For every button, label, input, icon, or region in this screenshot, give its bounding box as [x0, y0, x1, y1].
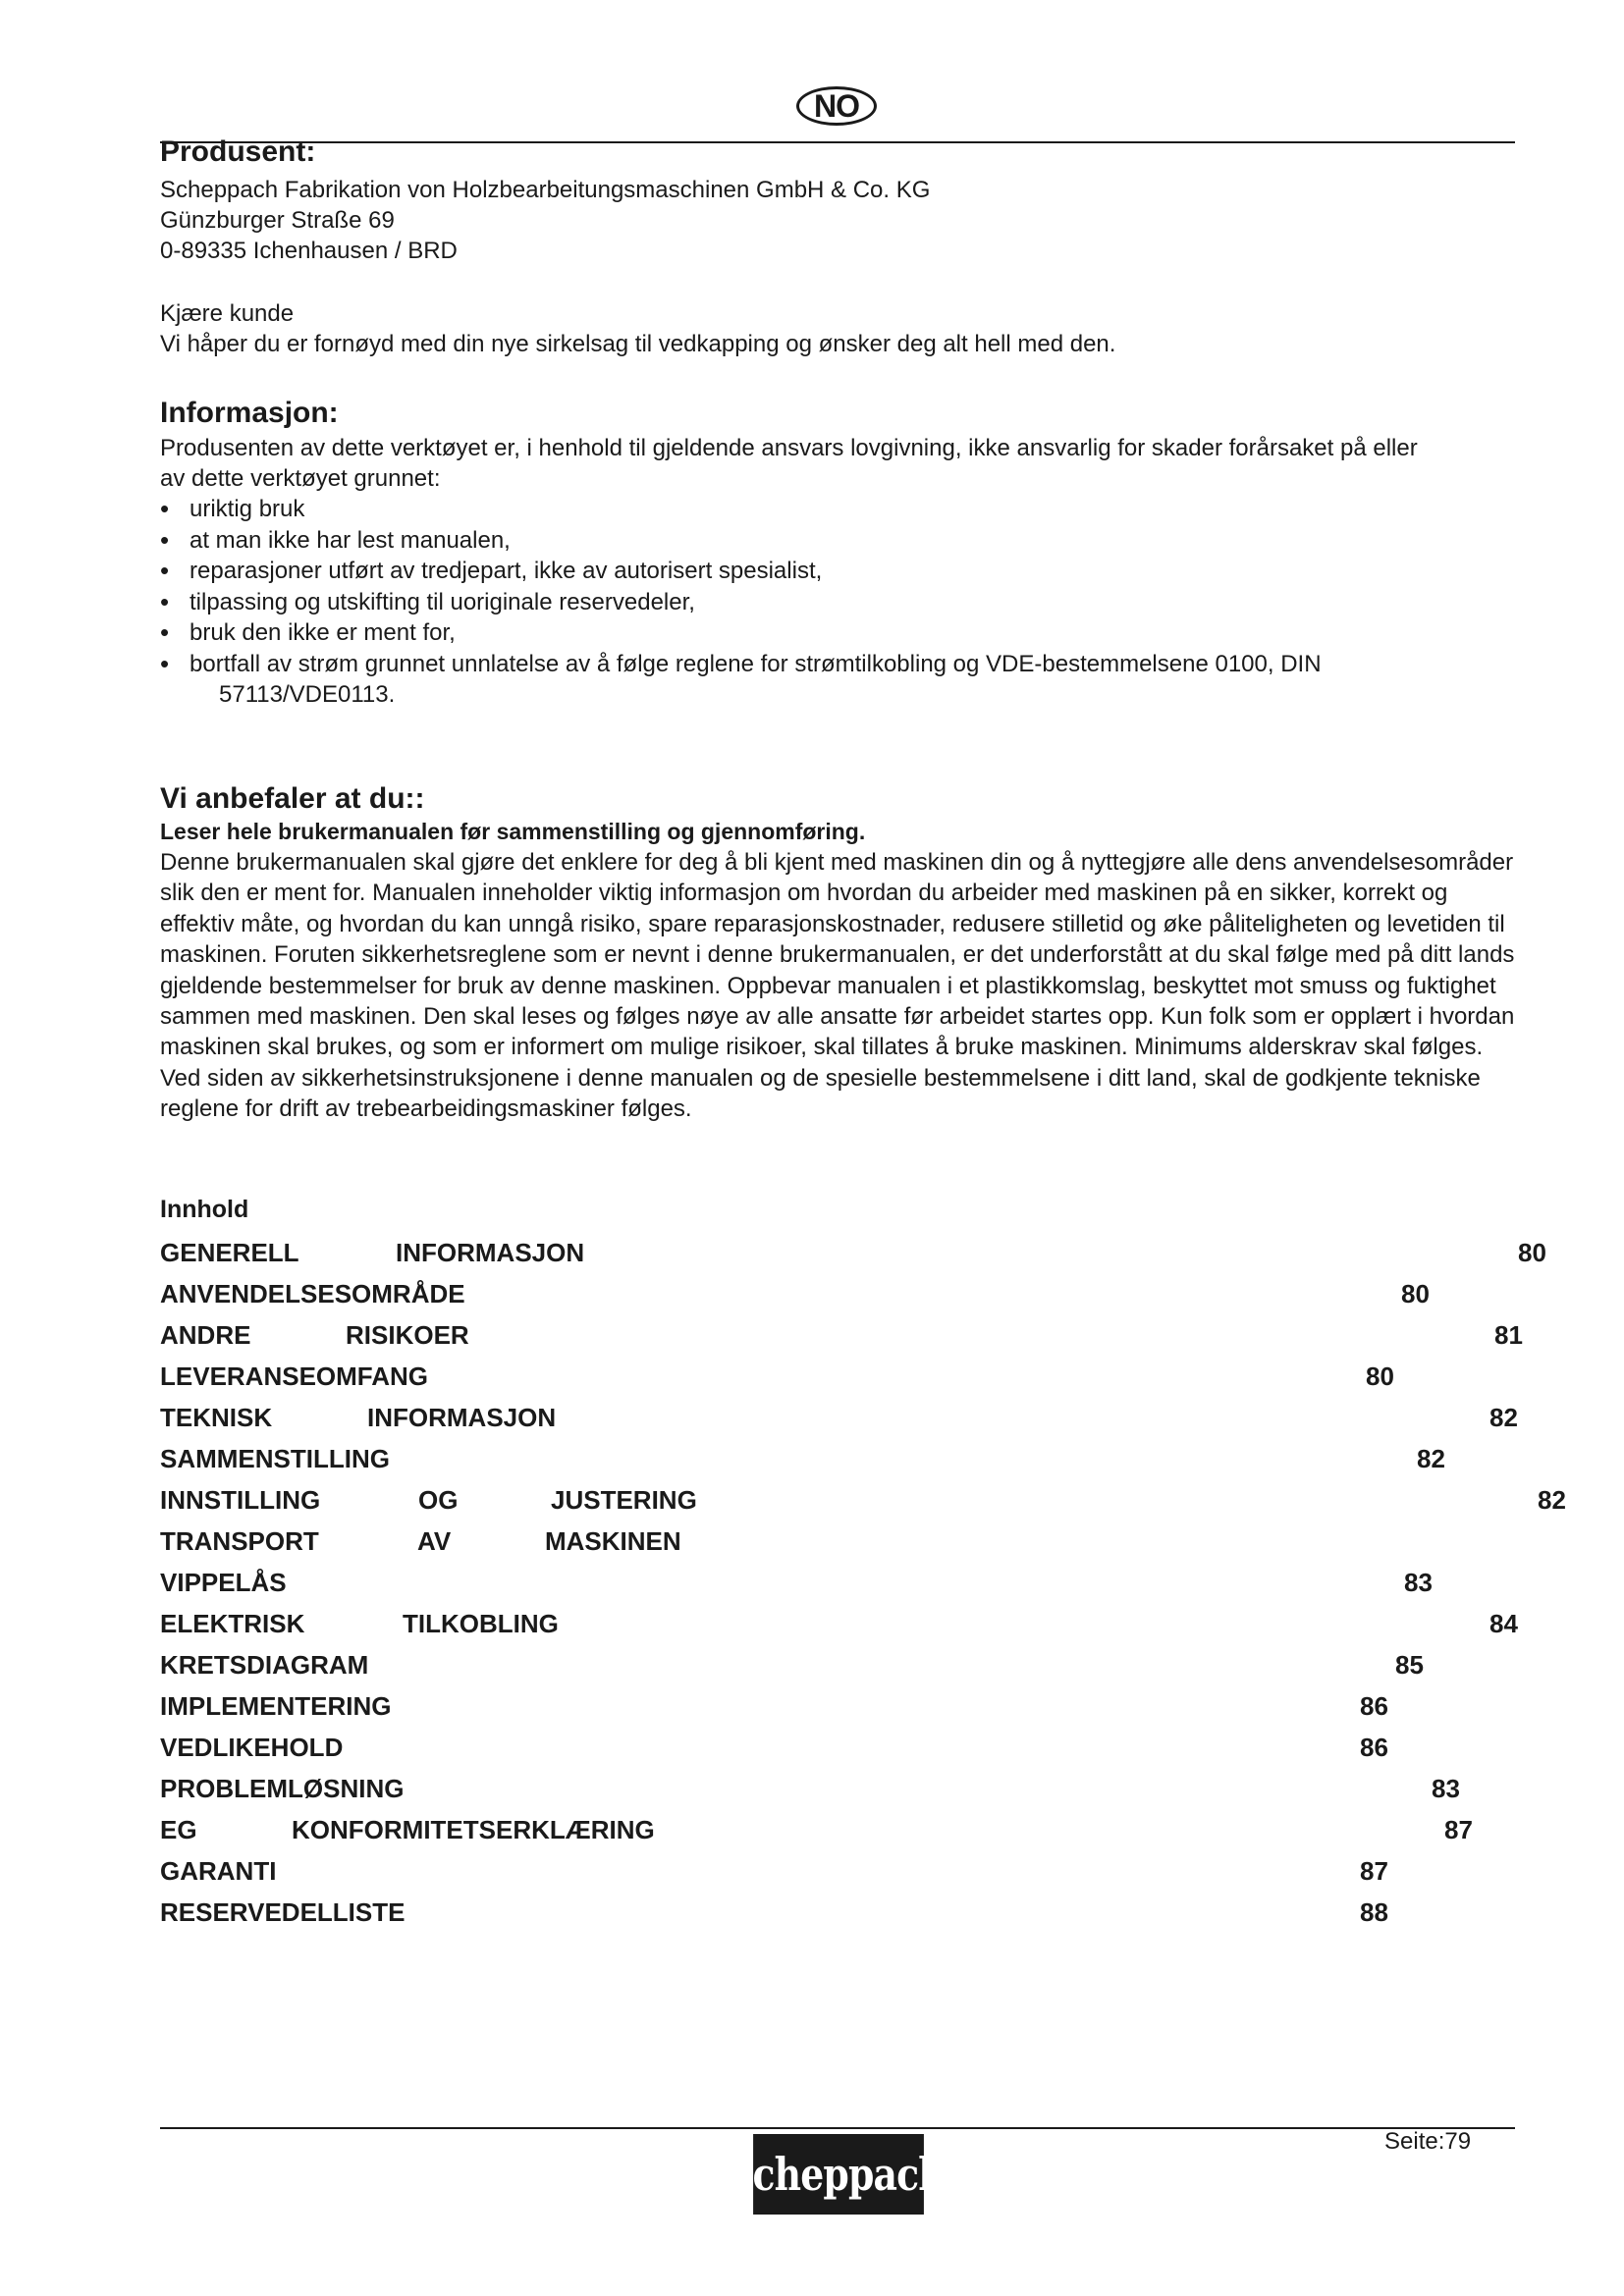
- toc-row[interactable]: [0, 1279, 1624, 1312]
- information-intro: av dette verktøyet grunnet:: [160, 465, 441, 492]
- toc-entry-word: IMPLEMENTERING: [160, 1691, 392, 1721]
- toc-entry-word: INFORMASJON: [396, 1238, 585, 1267]
- toc-entry-word: VIPPELÅS: [160, 1568, 287, 1597]
- toc-row[interactable]: [0, 1733, 1624, 1766]
- toc-entry-word: EG: [160, 1815, 197, 1844]
- list-item-continuation: 57113/VDE0113.: [219, 681, 396, 708]
- list-item: [160, 525, 1486, 557]
- greeting-line: Vi håper du er fornøyd med din nye sirkelsag til vedkapping og ønsker deg alt hell med den.: [160, 331, 1116, 357]
- toc-page-number: 88: [1360, 1897, 1388, 1927]
- toc-entry-word: VEDLIKEHOLD: [160, 1733, 344, 1762]
- toc-entry-word: RESERVEDELLISTE: [160, 1897, 406, 1927]
- liability-list: [160, 494, 1486, 711]
- header-divider: [160, 141, 1515, 143]
- producer-heading: Produsent:: [160, 135, 316, 168]
- toc-page-number: 81: [1494, 1320, 1523, 1350]
- toc-page-number: 85: [1395, 1650, 1424, 1680]
- list-item-text: bruk den ikke er ment for,: [189, 619, 456, 646]
- toc-entry-word: KONFORMITETSERKLÆRING: [292, 1815, 655, 1844]
- toc-entry-word: PROBLEMLØSNING: [160, 1774, 405, 1803]
- toc-page-number: 80: [1401, 1279, 1430, 1308]
- list-item: [160, 556, 1486, 587]
- toc-entry-word: ANVENDELSESOMRÅDE: [160, 1279, 465, 1308]
- toc-row[interactable]: [0, 1897, 1624, 1931]
- page-number: Seite:79: [1384, 2128, 1472, 2155]
- toc-row[interactable]: [0, 1691, 1624, 1725]
- list-item-text: uriktig bruk: [189, 496, 305, 522]
- toc-page-number: 83: [1404, 1568, 1433, 1597]
- toc-row[interactable]: [0, 1856, 1624, 1890]
- toc-page-number: 82: [1538, 1485, 1566, 1515]
- toc-entry-word: RISIKOER: [346, 1320, 469, 1350]
- list-item: [160, 617, 1486, 649]
- toc-row[interactable]: [0, 1650, 1624, 1683]
- toc-page-number: 83: [1432, 1774, 1460, 1803]
- list-item: [160, 649, 1486, 711]
- toc-entry-word: TILKOBLING: [403, 1609, 559, 1638]
- recommend-paragraph: Denne brukermanualen skal gjøre det enklere for deg å bli kjent med maskinen din og å nyttegjøre alle dens anvendelsesområder slik den er ment for. Manualen inneholder viktig informasjon om hvordan du arbeider med maskinen på en sikker, korrekt og effektiv måte, og hvordan du kan unngå risiko, spare reparasjonskostnader, redusere stilletid og øke påliteligheten og levetiden til maskinen. Foruten sikkerhetsreglene som er nevnt i denne brukermanualen, er det underforstått at du skal følge med på ditt lands gjeldende bestemmelser for bruk av denne maskinen. Oppbevar manualen i et plastikkomslag, beskyttet mot smuss og fuktighet sammen med maskinen. Den skal leses og følges nøye av alle ansatte før arbeidet startes opp. Kun folk som er opplært i hvordan maskinen skal brukes, og som er informert om mulige risikoer, skal tillates å bruke maskinen. Minimums alderskrav skal følges. Ved siden av sikkerhetsinstruksjonene i denne manualen og de spesielle bestemmelsene i ditt land, skal de godkjente tekniske reglene for drift av trebearbeidingsmaskiner følges.: [160, 849, 1515, 1123]
- toc-title: Innhold: [160, 1196, 249, 1223]
- toc-page-number: 80: [1518, 1238, 1546, 1267]
- list-item: [160, 587, 1486, 618]
- toc-page-number: 80: [1366, 1362, 1394, 1391]
- toc-entry-word: KRETSDIAGRAM: [160, 1650, 369, 1680]
- toc-entry-word: INNSTILLING: [160, 1485, 321, 1515]
- toc-row[interactable]: [0, 1568, 1624, 1601]
- toc-row[interactable]: [0, 1444, 1624, 1477]
- list-item-text: at man ikke har lest manualen,: [189, 526, 511, 554]
- toc-page-number: 84: [1489, 1609, 1518, 1638]
- toc-page-number: 86: [1360, 1691, 1388, 1721]
- recommend-heading: Vi anbefaler at du::: [160, 782, 425, 815]
- language-badge: NO: [796, 86, 877, 126]
- toc-entry-word: LEVERANSEOMFANG: [160, 1362, 429, 1391]
- toc-entry-word: GENERELL: [160, 1238, 299, 1267]
- toc-row[interactable]: [0, 1485, 1624, 1519]
- toc-row[interactable]: [0, 1609, 1624, 1642]
- toc-row[interactable]: [0, 1526, 1624, 1560]
- toc-entry-word: TRANSPORT: [160, 1526, 319, 1556]
- toc-row[interactable]: [0, 1362, 1624, 1395]
- greeting-line: Kjære kunde: [160, 300, 295, 327]
- toc-row[interactable]: [0, 1320, 1624, 1354]
- toc-entry-word: OG: [418, 1485, 459, 1515]
- list-item: [160, 494, 1486, 525]
- toc-entry-word: INFORMASJON: [367, 1403, 557, 1432]
- toc-page-number: 87: [1444, 1815, 1473, 1844]
- recommend-subheading: Leser hele brukermanualen før sammenstilling og gjennomføring.: [160, 819, 866, 844]
- producer-line: 0-89335 Ichenhausen / BRD: [160, 238, 458, 264]
- toc-entry-word: GARANTI: [160, 1856, 277, 1886]
- information-intro: Produsenten av dette verktøyet er, i henhold til gjeldende ansvars lovgivning, ikke ansvarlig for skader forårsaket på eller: [160, 435, 1418, 461]
- toc-page-number: 86: [1360, 1733, 1388, 1762]
- toc-page-number: 87: [1360, 1856, 1388, 1886]
- information-heading: Informasjon:: [160, 397, 339, 429]
- toc-page-number: 82: [1417, 1444, 1445, 1473]
- producer-line: Günzburger Straße 69: [160, 207, 395, 234]
- toc-entry-word: MASKINEN: [545, 1526, 681, 1556]
- list-item-text: tilpassing og utskifting til uoriginale reservedeler,: [189, 588, 695, 615]
- toc-row[interactable]: [0, 1815, 1624, 1848]
- toc-row[interactable]: [0, 1774, 1624, 1807]
- scheppach-logo: scheppach: [753, 2134, 924, 2215]
- toc-entry-word: AV: [417, 1526, 452, 1556]
- toc-row[interactable]: [0, 1238, 1624, 1271]
- list-item-text: reparasjoner utført av tredjepart, ikke av autorisert spesialist,: [189, 558, 823, 584]
- toc-page-number: 82: [1489, 1403, 1518, 1432]
- toc-entry-word: TEKNISK: [160, 1403, 273, 1432]
- toc-entry-word: ELEKTRISK: [160, 1609, 305, 1638]
- toc-entry-word: ANDRE: [160, 1320, 251, 1350]
- producer-line: Scheppach Fabrikation von Holzbearbeitungsmaschinen GmbH & Co. KG: [160, 177, 931, 203]
- toc-entry-word: SAMMENSTILLING: [160, 1444, 390, 1473]
- footer-divider: [160, 2127, 1515, 2129]
- list-item-text: bortfall av strøm grunnet unnlatelse av å følge reglene for strømtilkobling og VDE-bestemmelsene 0100, DIN: [189, 650, 1322, 677]
- toc-entry-word: JUSTERING: [551, 1485, 697, 1515]
- toc-row[interactable]: [0, 1403, 1624, 1436]
